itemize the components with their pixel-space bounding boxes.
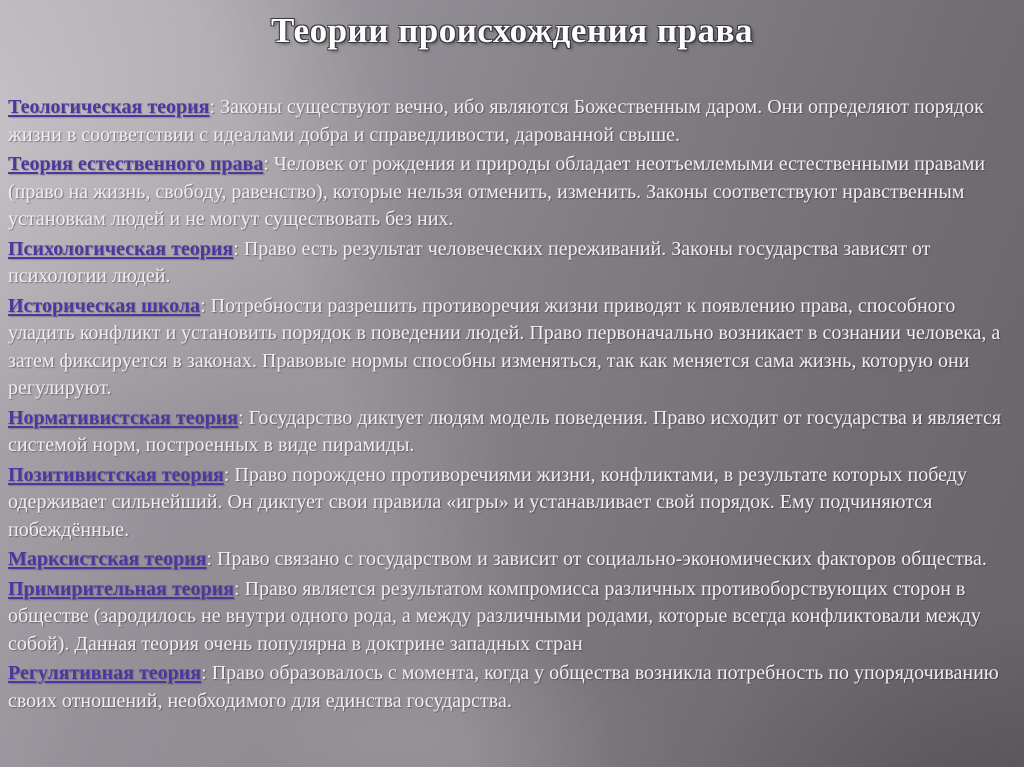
theory-item — [8, 546, 1014, 574]
separator: : — [234, 577, 245, 600]
separator: : — [238, 406, 249, 429]
separator: : — [263, 153, 274, 175]
theory-description: Человек от рождения и природы обладает неотъемлемыми естественными правами (право на жизнь, свободу, равенство), которые нельзя отменить, изменить. Законы соответствуют нравственным установкам людей и не могут существовать без них. — [8, 153, 986, 230]
separator: : — [223, 463, 235, 486]
theory-item — [8, 405, 1014, 460]
slide-title: Теории происхождения права — [271, 11, 753, 50]
theory-term: Марксистская теория — [8, 548, 207, 570]
separator: : — [233, 237, 244, 260]
theory-description: Государство диктует людям модель поведения. Право исходит от государства и является системой норм, построенных в виде пирамиды. — [8, 406, 1002, 456]
theory-term: Историческая школа — [8, 294, 201, 317]
theory-term: Теория естественного права — [8, 153, 264, 175]
theory-item — [8, 236, 1014, 291]
separator: : — [206, 548, 218, 570]
theory-description: Право есть результат человеческих переживаний. Законы государства зависят от психологии людей. — [8, 237, 931, 287]
theory-description: Потребности разрешить противоречия жизни приводят к появлению права, способного уладить конфликт и установить порядок в поведении людей. Право первоначально возникает в сознании человека, а затем фиксируется в законах. Правовые нормы способны изменяться, так как меняется сама жизнь, которую они регулируют. — [8, 294, 1001, 399]
theory-item — [8, 462, 1014, 545]
theory-term: Регулятивная теория — [8, 662, 202, 684]
theory-term: Позитивистская теория — [8, 463, 224, 486]
theory-description: Законы существуют вечно, ибо являются Божественным даром. Они определяют порядок жизни в соответствии с идеалами добра и справедливости, дарованной свыше. — [8, 96, 984, 146]
slide-body — [8, 94, 1014, 717]
theory-description: Право связано с государством и зависит от социально-экономических факторов общества. — [217, 548, 987, 570]
theory-description: Право образовалось с момента, когда у общества возникла потребность по упорядочиванию своих отношений, необходимого для единства государства. — [8, 662, 999, 712]
theory-item — [8, 293, 1014, 403]
theory-description: Право порождено противоречиями жизни, конфликтами, в результате которых победу одерживает сильнейший. Он диктует свои правила «игры» и устанавливает свой порядок. Ему подчиняются побеждённые. — [8, 463, 967, 541]
theory-item — [8, 151, 1014, 234]
theory-term: Примирительная теория — [8, 577, 235, 600]
theory-item — [8, 94, 1014, 149]
theory-description: Право является результатом компромисса различных противоборствующих сторон в обществе (зародилось не внутри одного рода, а между различными родами, которые всегда конфликтовали между собой). Данная теория очень популярна в доктрине западных стран — [8, 577, 981, 655]
theory-item — [8, 576, 1014, 659]
separator: : — [201, 662, 212, 684]
separator: : — [209, 96, 221, 118]
theory-term: Теологическая теория — [8, 96, 210, 118]
separator: : — [200, 294, 211, 317]
theory-term: Нормативистская теория — [8, 406, 239, 429]
theory-item — [8, 660, 1014, 715]
theory-term: Психологическая теория — [8, 237, 234, 260]
